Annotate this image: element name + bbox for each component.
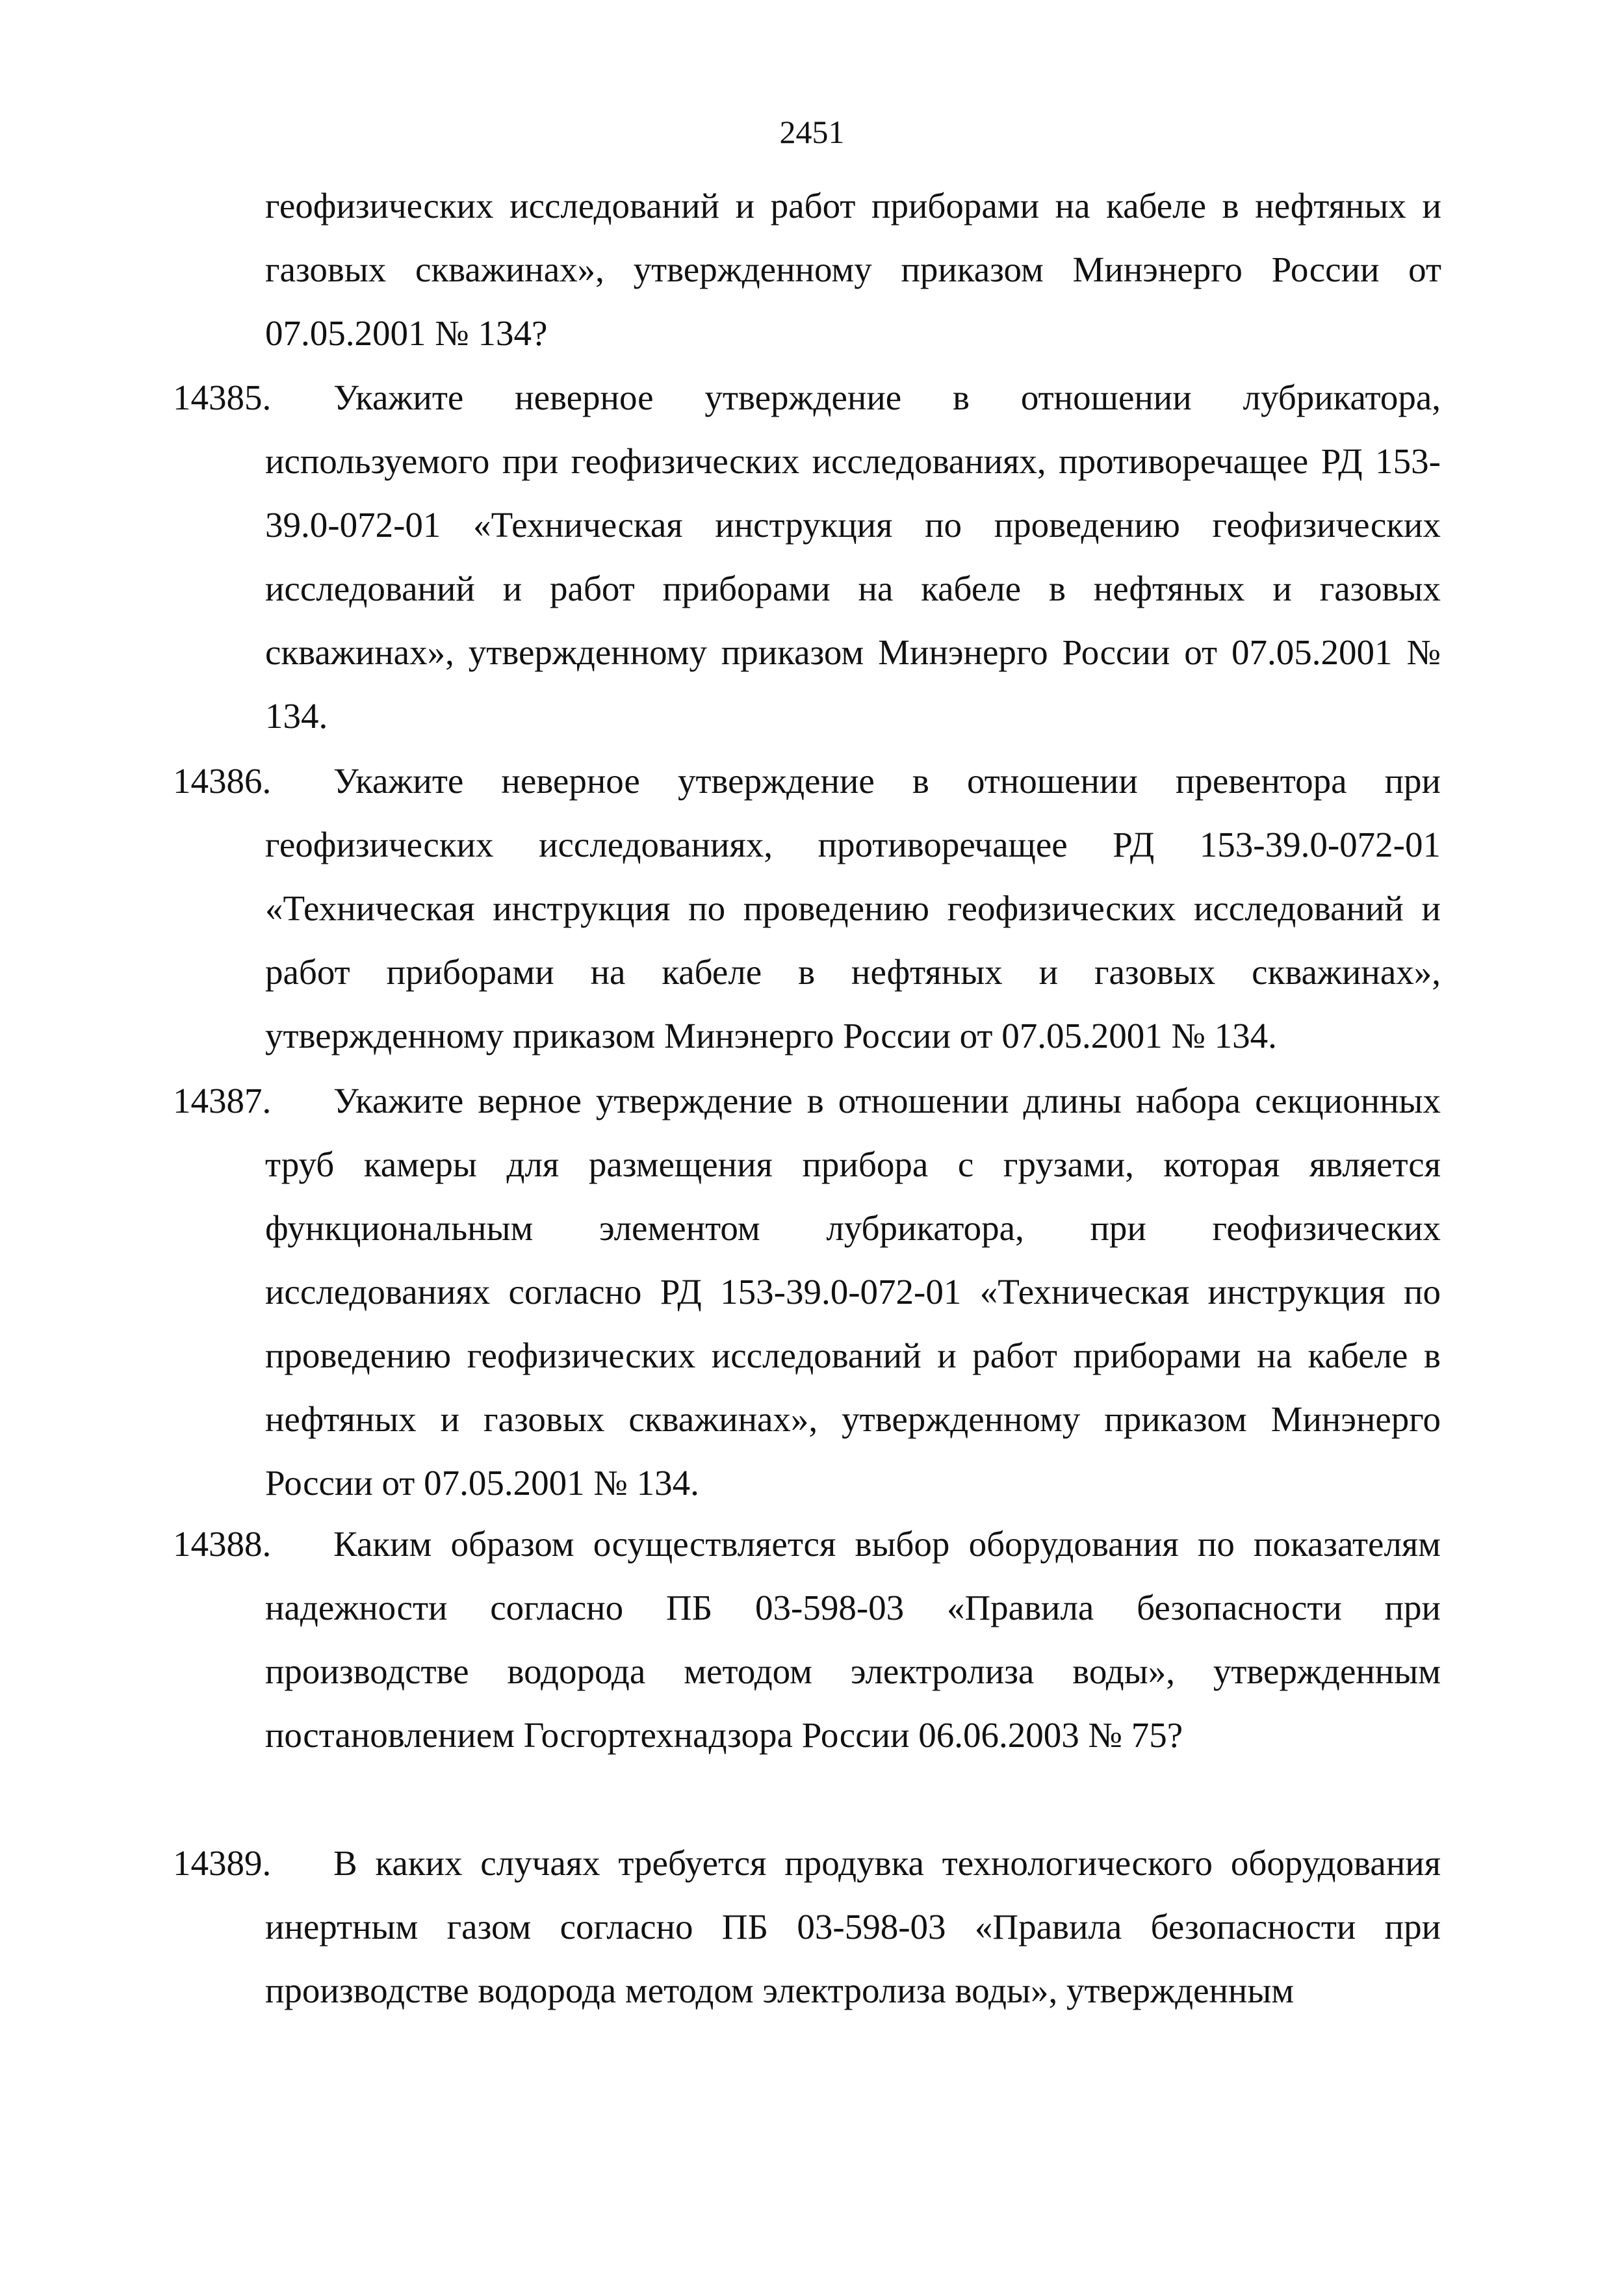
question-number: 14387. [173,1081,272,1120]
question-14389 [173,1832,1441,2023]
question-text: Укажите неверное утверждение в отношении лубрикатора, используемого при геофизических исследованиях, противоречащее РД 153-39.0-072-01 «Техническая инструкция по проведению геофизических исследований и работ приборами на кабеле в нефтяных и газовых скважинах», утвержденному приказом Минэнерго России от 07.05.2001 № 134. [265,378,1441,736]
question-number: 14388. [173,1524,272,1564]
question-text: В каких случаях требуется продувка технологического оборудования инертным газом согласно ПБ 03-598-03 «Правила безопасности при производстве водорода методом электролиза воды», утвержденным [265,1843,1441,2010]
question-14388 [173,1512,1441,1767]
question-14387 [173,1069,1441,1515]
page-number: 2451 [779,114,845,150]
question-text: Укажите неверное утверждение в отношении превентора при геофизических исследованиях, противоречащее РД 153-39.0-072-01 «Техническая инструкция по проведению геофизических исследований и работ приборами на кабеле в нефтяных и газовых скважинах», утвержденному приказом Минэнерго России от 07.05.2001 № 134. [265,761,1441,1055]
question-number: 14385. [173,378,272,417]
question-number: 14386. [173,761,272,801]
question-14386 [173,749,1441,1068]
continuation-paragraph: геофизических исследований и работ приборами на кабеле в нефтяных и газовых скважинах», утвержденному приказом Минэнерго России от 07.05.2001 № 134? [265,186,1441,353]
question-text: Укажите верное утверждение в отношении длины набора секционных труб камеры для размещения прибора с грузами, которая является функциональным элементом лубрикатора, при геофизических исследованиях согласно РД 153-39.0-072-01 «Техническая инструкция по проведению геофизических исследований и работ приборами на кабеле в нефтяных и газовых скважинах», утвержденному приказом Минэнерго России от 07.05.2001 № 134. [265,1081,1441,1503]
question-14385 [173,366,1441,748]
question-number: 14389. [173,1843,272,1883]
question-text: Каким образом осуществляется выбор оборудования по показателям надежности согласно ПБ 03-598-03 «Правила безопасности при производстве водорода методом электролиза воды», утвержденным постановлением Госгортехнадзора России 06.06.2003 № 75? [265,1524,1441,1755]
